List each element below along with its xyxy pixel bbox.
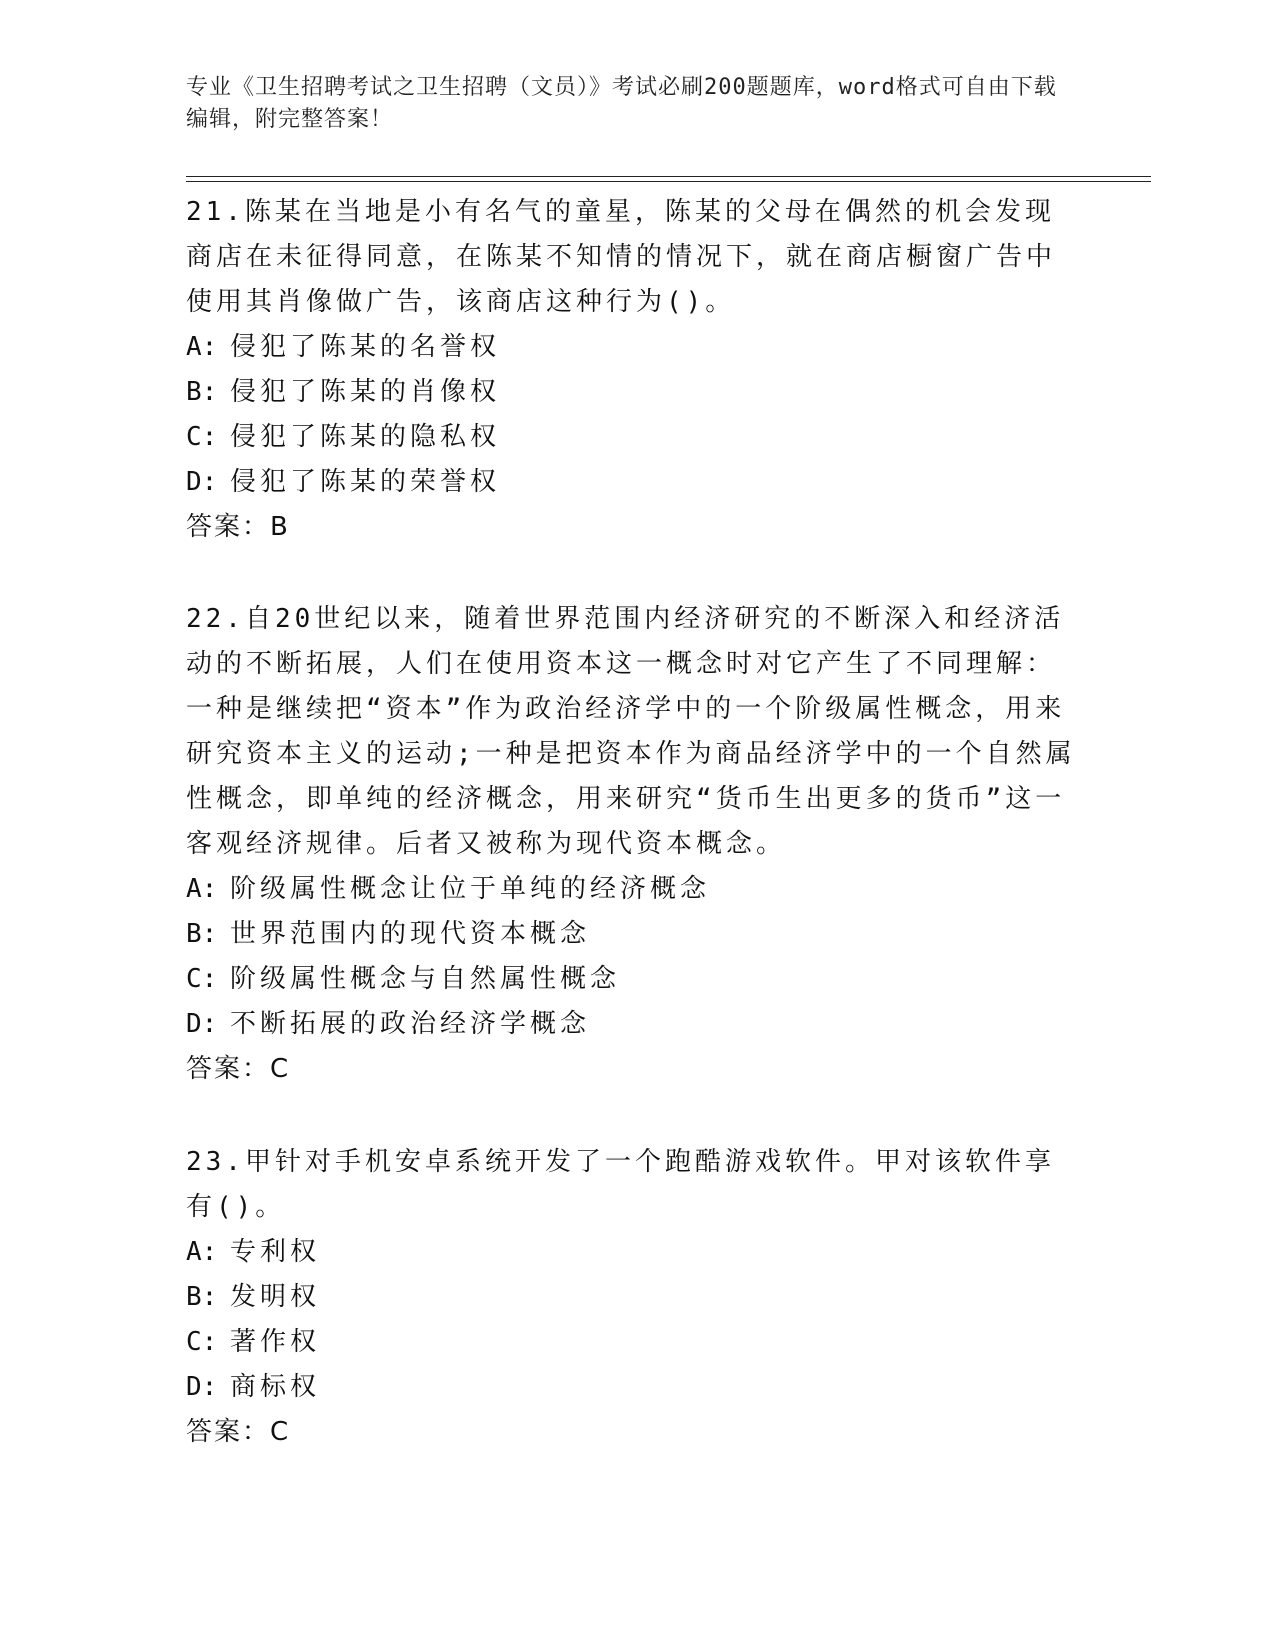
option-a — [186, 867, 1081, 912]
option-list — [186, 867, 1081, 1047]
option-b — [186, 1275, 1081, 1320]
option-letter: D: — [186, 1372, 218, 1402]
option-text: 商标权 — [230, 1372, 321, 1402]
option-text: 阶级属性概念与自然属性概念 — [230, 964, 621, 994]
option-c — [186, 957, 1081, 1002]
header-divider-bottom — [186, 181, 1151, 182]
option-text: 侵犯了陈某的荣誉权 — [230, 467, 501, 497]
option-text: 侵犯了陈某的名誉权 — [230, 332, 501, 362]
option-text: 世界范围内的现代资本概念 — [230, 919, 591, 949]
header-text: 专业《卫生招聘考试之卫生招聘（文员）》考试必刷200题题库，word格式可自由下载编辑，附完整答案！ — [186, 75, 1057, 132]
option-letter: A: — [186, 1237, 218, 1267]
option-text: 发明权 — [230, 1282, 321, 1312]
option-letter: B: — [186, 1282, 218, 1312]
document-header — [186, 72, 1066, 136]
option-list — [186, 325, 1081, 505]
option-list — [186, 1230, 1081, 1410]
option-letter: D: — [186, 1009, 218, 1039]
option-b — [186, 370, 1081, 415]
option-letter: C: — [186, 964, 218, 994]
option-text: 不断拓展的政治经济学概念 — [230, 1009, 591, 1039]
option-letter: C: — [186, 422, 218, 452]
option-letter: B: — [186, 919, 218, 949]
question-21 — [186, 190, 1081, 550]
option-text: 专利权 — [230, 1237, 321, 1267]
option-text: 阶级属性概念让位于单纯的经济概念 — [230, 874, 711, 904]
option-letter: A: — [186, 332, 218, 362]
option-d — [186, 1002, 1081, 1047]
option-text: 侵犯了陈某的肖像权 — [230, 377, 501, 407]
question-stem: 22.自20世纪以来，随着世界范围内经济研究的不断深入和经济活动的不断拓展，人们在使用资本这一概念时对它产生了不同理解：一种是继续把“资本”作为政治经济学中的一个阶级属性概念，用来研究资本主义的运动;一种是把资本作为商品经济学中的一个自然属性概念，即单纯的经济概念，用来研究“货币生出更多的货币”这一客观经济规律。后者又被称为现代资本概念。 — [186, 604, 1076, 859]
option-b — [186, 912, 1081, 957]
question-stem: 21.陈某在当地是小有名气的童星，陈某的父母在偶然的机会发现商店在未征得同意，在陈某不知情的情况下，就在商店橱窗广告中使用其肖像做广告，该商店这种行为()。 — [186, 197, 1057, 317]
option-c — [186, 1320, 1081, 1365]
option-letter: B: — [186, 377, 218, 407]
answer-line: 答案：B — [186, 512, 290, 542]
option-text: 侵犯了陈某的隐私权 — [230, 422, 501, 452]
question-22 — [186, 597, 1081, 1092]
option-a — [186, 325, 1081, 370]
option-c — [186, 415, 1081, 460]
answer-line: 答案：C — [186, 1054, 291, 1084]
option-letter: C: — [186, 1327, 218, 1357]
question-23 — [186, 1140, 1081, 1455]
question-stem: 23.甲针对手机安卓系统开发了一个跑酷游戏软件。甲对该软件享有()。 — [186, 1147, 1055, 1222]
answer-line: 答案：C — [186, 1417, 291, 1447]
option-a — [186, 1230, 1081, 1275]
option-letter: A: — [186, 874, 218, 904]
option-letter: D: — [186, 467, 218, 497]
option-d — [186, 460, 1081, 505]
option-text: 著作权 — [230, 1327, 321, 1357]
option-d — [186, 1365, 1081, 1410]
header-divider-top — [186, 176, 1151, 177]
